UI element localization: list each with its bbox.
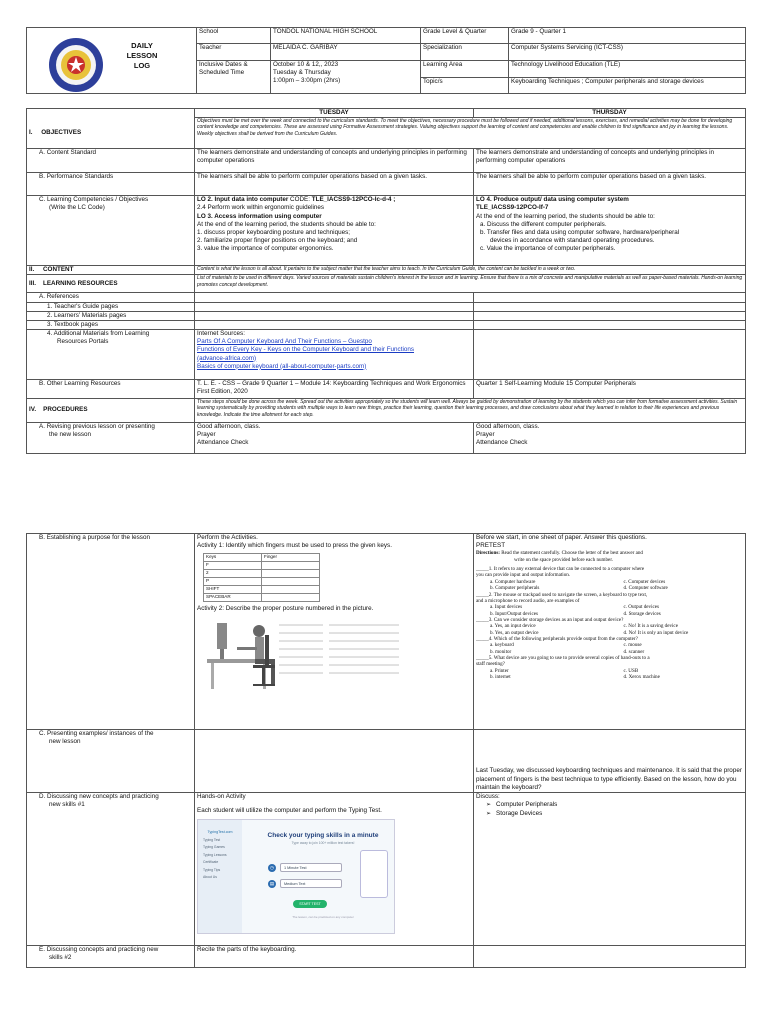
discussing-concepts-2-tue: Recite the parts of the keyboarding. xyxy=(195,946,474,968)
school-value: TONDOL NATIONAL HIGH SCHOOL xyxy=(271,28,421,44)
section-number: I. xyxy=(29,128,33,136)
lc-line: devices in accordance with standard operating procedures. xyxy=(490,237,655,245)
dll-line: DAILY xyxy=(131,41,153,50)
key-cell: F xyxy=(204,562,262,570)
option: c. Output devices xyxy=(623,604,660,611)
pretest-title: PRETEST xyxy=(476,542,506,550)
lc-line: c. Value the importance of computer peripherals. xyxy=(480,245,616,253)
option: d. Xerox machine xyxy=(623,674,660,681)
dates-label: Inclusive Dates & Scheduled Time xyxy=(197,61,271,94)
content-note: Content is what the lesson is all about. It pertains to the subject matter that the teacher aims to teach. In the Curriculum Guide, the content can be tackled in a week or two. xyxy=(195,266,746,275)
references-label: A. References xyxy=(27,293,195,302)
header-info-table xyxy=(26,27,746,94)
option: a. Printer xyxy=(490,667,509,674)
typing-test-instruction: Each student will utilize the computer and perform the Typing Test. xyxy=(197,807,382,815)
specialization-value: Computer Systems Servicing (ICT-CSS) xyxy=(509,44,746,61)
key-cell: 2 xyxy=(204,570,262,578)
discussing-concepts-1-tue xyxy=(195,793,474,946)
additional-materials-tue xyxy=(195,330,474,380)
additional-materials-thu xyxy=(474,330,746,380)
attendance-line: Attendance Check xyxy=(476,439,528,447)
thursday-header: THURSDAY xyxy=(474,109,746,118)
certificate-card xyxy=(360,850,388,898)
label-line: new skills #1 xyxy=(49,801,85,809)
activity-intro: Perform the Activities. xyxy=(197,534,258,541)
dates-line: Tuesday & Thursday xyxy=(273,69,331,77)
label-line: D. Discussing new concepts and practicing xyxy=(39,793,159,800)
option: d. No! It is only an input device xyxy=(623,629,689,636)
internet-sources-label: Internet Sources: xyxy=(197,330,245,338)
section-number: III. xyxy=(29,279,36,287)
option: b. monitor xyxy=(490,648,512,655)
greeting-line: Good afternoon, class. xyxy=(476,423,540,431)
lesson-log-table-page1 xyxy=(26,108,746,454)
lc-line: b. Transfer files and data using computer software, hardware/peripheral xyxy=(480,228,680,236)
specialization-label: Specialization xyxy=(421,44,509,61)
lc-code: TLE_IACSS9-12PCO-Ic-d-4 ; xyxy=(311,196,396,204)
performance-standard-tue: The learners shall be able to perform computer operations based on a given tasks. xyxy=(195,173,474,196)
question-4: _____4. Which of the following peripherals provide output from the computer? xyxy=(476,636,638,643)
lc-line: 2.4 Perform work within ergonomic guidelines xyxy=(197,204,325,212)
question-1-cont: you can provide input and output information. xyxy=(476,572,571,579)
content-standard-tue: The learners demonstrate and understanding of concepts and underlying principles in performing computer operations xyxy=(195,149,474,173)
finger-answer-cell xyxy=(262,578,320,586)
key-cell: SHIFT xyxy=(204,586,262,594)
tuesday-header: TUESDAY xyxy=(195,109,474,118)
typing-nav-item: Typing Test xyxy=(203,838,221,843)
typing-nav-item: Typing Games xyxy=(203,845,225,850)
textbook-pages-label: 3. Textbook pages xyxy=(27,320,195,329)
learning-competencies-thu xyxy=(474,196,746,266)
lc-lo2: LO 2. Input data into computer xyxy=(197,196,289,204)
option: c. No! It is a saving device xyxy=(623,623,678,630)
discussing-concepts-1-thu xyxy=(474,793,746,946)
option: a. Yes, an input device xyxy=(490,623,536,630)
learners-materials-label: 2. Learners' Materials pages xyxy=(27,311,195,320)
option: c. mouse xyxy=(623,642,642,649)
section-title: PROCEDURES xyxy=(43,406,88,414)
lesson-log-table-page2 xyxy=(26,533,746,968)
activity-2-text: Activity 2: Describe the proper posture numbered in the picture. xyxy=(197,605,374,613)
prayer-line: Prayer xyxy=(197,431,216,439)
discuss-bullet: ➢ Computer Peripherals xyxy=(476,801,743,810)
keys-header: Keys xyxy=(204,554,262,562)
dates-line: October 10 & 12,, 2023 xyxy=(273,61,339,68)
lc-line: At the end of the learning period, the students should be able to: xyxy=(197,220,376,228)
question-options xyxy=(476,674,743,680)
finger-header: Finger xyxy=(262,554,320,562)
finger-answer-cell xyxy=(262,594,320,602)
lc-line: a. Discuss the different computer peripherals. xyxy=(480,220,607,228)
hands-on-title: Hands-on Activity xyxy=(197,793,246,800)
question-3: _____3. Can we consider storage devices as an input and output device? xyxy=(476,616,624,623)
finger-answer-cell xyxy=(262,562,320,570)
clock-icon: ◷ xyxy=(268,864,276,872)
objectives-note: Objectives must be met over the week and connected to the curriculum standards. To meet the objectives, necessary procedure must be followed and if needed, additional lessons, exercises, and remedial activities may be done for developing content knowledge and competencies. These are assessed using Formative Assessment strategies. Valuing objectives support the learning of content and competencies and enable children to find significance and joy in learning the lessons. Weekly objectives shall be derived from the Curriculum Guides. xyxy=(195,118,746,149)
option: a. Computer hardware xyxy=(490,578,536,585)
teachers-guide-tue xyxy=(195,302,474,311)
topic-label: Topic/s xyxy=(421,78,509,94)
teacher-value: MELAIDA C. GARIBAY xyxy=(271,44,421,61)
discussing-concepts-2-thu xyxy=(474,946,746,968)
label-line: new lesson xyxy=(49,738,81,746)
teachers-guide-label: 1. Teacher's Guide pages xyxy=(27,302,195,311)
lc-line: 1. discuss proper keyboarding posture and techniques; xyxy=(197,228,350,236)
typing-nav-item: Certificate xyxy=(203,860,219,865)
lc-label-line: (Write the LC Code) xyxy=(49,204,105,212)
attendance-line: Attendance Check xyxy=(197,439,249,447)
finger-answer-cell xyxy=(262,586,320,594)
lc-line xyxy=(197,196,471,204)
posture-drawing xyxy=(203,617,403,691)
lc-line: At the end of the learning period, the students should be able to: xyxy=(476,212,655,220)
school-label: School xyxy=(197,28,271,44)
learning-competencies-label xyxy=(27,196,195,266)
establishing-purpose-tue xyxy=(195,534,474,730)
content-standard-label: A. Content Standard xyxy=(27,149,195,173)
section-title: LEARNING RESOURCES xyxy=(43,279,118,287)
question-options xyxy=(476,611,743,617)
additional-label-line: Resources Portals xyxy=(57,338,109,346)
activity-1-text: Activity 1: Identify which fingers must be used to press the given keys. xyxy=(197,542,392,550)
link-keyboard-parts[interactable]: Parts Of A Computer Keyboard And Their Functions – Guestpo xyxy=(197,338,372,346)
revising-lesson-thu xyxy=(474,423,746,454)
typing-nav-item: Typing Lessons xyxy=(203,852,227,857)
text-select: Medium Text xyxy=(280,879,342,888)
learners-materials-tue xyxy=(195,311,474,320)
topic-value: Keyboarding Techniques ; Computer peripherals and storage devices xyxy=(509,78,746,94)
discussing-concepts-2-label xyxy=(27,946,195,968)
teacher-label: Teacher xyxy=(197,44,271,61)
option: b. Computer peripherals xyxy=(490,585,540,592)
discuss-bullet: ➢ Storage Devices xyxy=(476,810,743,819)
grade-label: Grade Level & Quarter xyxy=(421,28,509,44)
lc-code-label: CODE: xyxy=(288,196,312,204)
learners-materials-thu xyxy=(474,311,746,320)
presenting-examples-tue xyxy=(195,730,474,793)
lc-label-line: C. Learning Competencies / Objectives xyxy=(39,196,149,204)
dates-value xyxy=(271,61,421,94)
keys-finger-table xyxy=(203,553,320,602)
typing-footer: The lesson, can be practiced on any computer xyxy=(292,915,354,920)
pretest-questions xyxy=(476,550,743,680)
typing-subheading: Type away to join 100+ million test takers! xyxy=(291,841,355,846)
pretest-intro: Before we start, in one sheet of paper. Answer this questions. xyxy=(476,534,647,541)
learning-resources-heading xyxy=(27,275,195,293)
discussing-concepts-1-label xyxy=(27,793,195,946)
logo-cell xyxy=(27,28,197,94)
additional-label-line: 4. Additional Materials from Learning xyxy=(47,330,150,338)
question-5-cont: staff meeting? xyxy=(476,661,505,668)
greeting-line: Good afternoon, class. xyxy=(197,423,261,431)
lc-line: LO 3. Access information using computer xyxy=(197,212,322,220)
document-icon: ▤ xyxy=(269,881,275,887)
learning-competencies-tue xyxy=(195,196,474,266)
option: d. scanner xyxy=(623,648,645,655)
directions-text-2: write on the space provided before each number. xyxy=(514,556,614,563)
typing-brand: TypingTest.com xyxy=(207,830,233,835)
label-line: A. Revising previous lesson or presenting xyxy=(39,423,155,431)
textbook-pages-thu xyxy=(474,320,746,329)
option: b. Yes, an output device xyxy=(490,629,539,636)
section-title: OBJECTIVES xyxy=(41,128,82,136)
additional-materials-label xyxy=(27,330,195,380)
establishing-purpose-thu xyxy=(474,534,746,730)
presenting-examples-label xyxy=(27,730,195,793)
typing-test-screenshot xyxy=(197,819,395,934)
learning-area-label: Learning Area xyxy=(421,61,509,78)
teachers-guide-thu xyxy=(474,302,746,311)
lc-line: 3. value the importance of computer ergonomics. xyxy=(197,245,334,253)
other-resources-label: B. Other Learning Resources xyxy=(27,380,195,399)
typing-nav-item: Typing Tips xyxy=(203,867,221,872)
label-line: E. Discussing concepts and practicing new xyxy=(39,946,159,953)
learning-resources-note: List of materials to be used in different days. Varied sources of materials sustain children's interest in the lesson and in learning. Ensure that there is a mix of concrete and manipulative materials as well as paper-based materials. Hands-on learning promotes concept development. xyxy=(195,275,746,293)
other-resources-thu: Quarter 1 Self-Learning Module 15 Computer Peripherals xyxy=(474,380,746,399)
textbook-pages-tue xyxy=(195,320,474,329)
option: b. internet xyxy=(490,674,511,681)
procedures-heading xyxy=(27,399,195,423)
link-key-functions[interactable]: Functions of Every Key - Keys on the Computer Keyboard and their Functions xyxy=(197,346,415,354)
lc-line: 2. familiarize proper finger positions on the keyboard; and xyxy=(197,237,358,245)
performance-standard-label: B. Performance Standards xyxy=(27,173,195,196)
establishing-purpose-label: B. Establishing a purpose for the lesson xyxy=(27,534,195,730)
dll-line: LOG xyxy=(133,61,151,71)
typing-nav-item: About Us xyxy=(203,875,217,880)
section-number: II. xyxy=(29,266,35,274)
option: d. Storage devices xyxy=(623,610,661,617)
typing-heading: Check your typing skills in a minute xyxy=(267,832,379,840)
revising-lesson-label xyxy=(27,423,195,454)
prayer-line: Prayer xyxy=(476,431,495,439)
option: a. keyboard xyxy=(490,642,514,649)
link-key-functions-domain[interactable]: (advance-africa.com) xyxy=(197,354,257,362)
finger-answer-cell xyxy=(262,570,320,578)
procedures-note: These steps should be done across the week. Spread out the activities appropriately so the students will learn well. Always be guided by demonstration of learning by the students which you can infer from formative assessment activities. Sustain learning systematically by providing students with multiple ways to learn new things, practice their learning, question their learning processes, and draw conclusions about what they learned in relation to their life experiences and previous knowledge. Indicate the time allotment for each step. xyxy=(195,399,746,423)
question-options xyxy=(476,585,743,591)
objectives-heading xyxy=(27,118,195,149)
question-1: _____1. It refers to any external device that can be connected to a computer where xyxy=(476,566,645,573)
key-cell: P xyxy=(204,578,262,586)
question-5: _____5. What device are you going to use to provide several copies of hand-outs to a xyxy=(476,655,650,662)
revising-lesson-tue xyxy=(195,423,474,454)
grade-value: Grade 9 - Quarter 1 xyxy=(509,28,746,44)
label-line: the new lesson xyxy=(49,431,92,439)
option: b. Input/Output devices xyxy=(490,610,538,617)
option: c. USB xyxy=(623,667,639,674)
label-line: C. Presenting examples/ instances of the xyxy=(39,730,154,737)
option: c. Computer devices xyxy=(623,578,666,585)
other-resources-tue: T. L. E. - CSS – Grade 9 Quarter 1 – Module 14: Keyboarding Techniques and Work Ergonomics First Edition, 2020 xyxy=(195,380,474,399)
posture-illustration xyxy=(203,617,403,691)
directions-text: Read the statement carefully. Choose the letter of the best answer and xyxy=(499,550,643,557)
option: a. Input devices xyxy=(490,604,523,611)
references-tue xyxy=(195,293,474,302)
duration-select: 1 Minute Test xyxy=(280,863,342,872)
references-thu xyxy=(474,293,746,302)
discuss-label: Discuss: xyxy=(476,793,500,800)
dll-line: LESSON xyxy=(126,51,158,61)
section-number: IV. xyxy=(29,406,37,414)
directions-label: Directions: xyxy=(476,550,500,557)
question-2-cont: and a microphone to record audio, are examples of xyxy=(476,597,580,604)
performance-standard-thu: The learners shall be able to perform computer operations based on a given tasks. xyxy=(474,173,746,196)
presenting-examples-thu: Last Tuesday, we discussed keyboarding techniques and maintenance. It is said that the proper placement of fingers is the best technique to type efficiently. Based on the lesson, how do you maintain the keyboard? xyxy=(474,730,746,793)
learning-area-value: Technology Livelihood Education (TLE) xyxy=(509,61,746,78)
lc-line: LO 4. Produce output/ data using computer system xyxy=(476,196,629,204)
link-keyboard-basics[interactable]: Basics of computer keyboard (all-about-computer-parts.com) xyxy=(197,362,367,370)
blank-cell xyxy=(27,109,195,118)
typing-sidebar xyxy=(198,820,242,933)
label-line: skills #2 xyxy=(49,954,72,962)
key-cell: SPACEBAR xyxy=(204,594,262,602)
question-2: _____2. The mouse or trackpad used to navigate the screen, a keyboard to type text, xyxy=(476,591,648,598)
dates-line: 1:00pm – 3:00pm (2hrs) xyxy=(273,77,341,85)
section-title: CONTENT xyxy=(43,266,74,274)
start-test-button: START TEST xyxy=(293,900,327,908)
content-standard-thu: The learners demonstrate and understanding of concepts and underlying principles in performing computer operations xyxy=(474,149,746,173)
option: d. Computer software xyxy=(623,585,668,592)
lc-line: TLE_IACSS9-12PCO-If-7 xyxy=(476,204,549,212)
content-heading xyxy=(27,266,195,275)
